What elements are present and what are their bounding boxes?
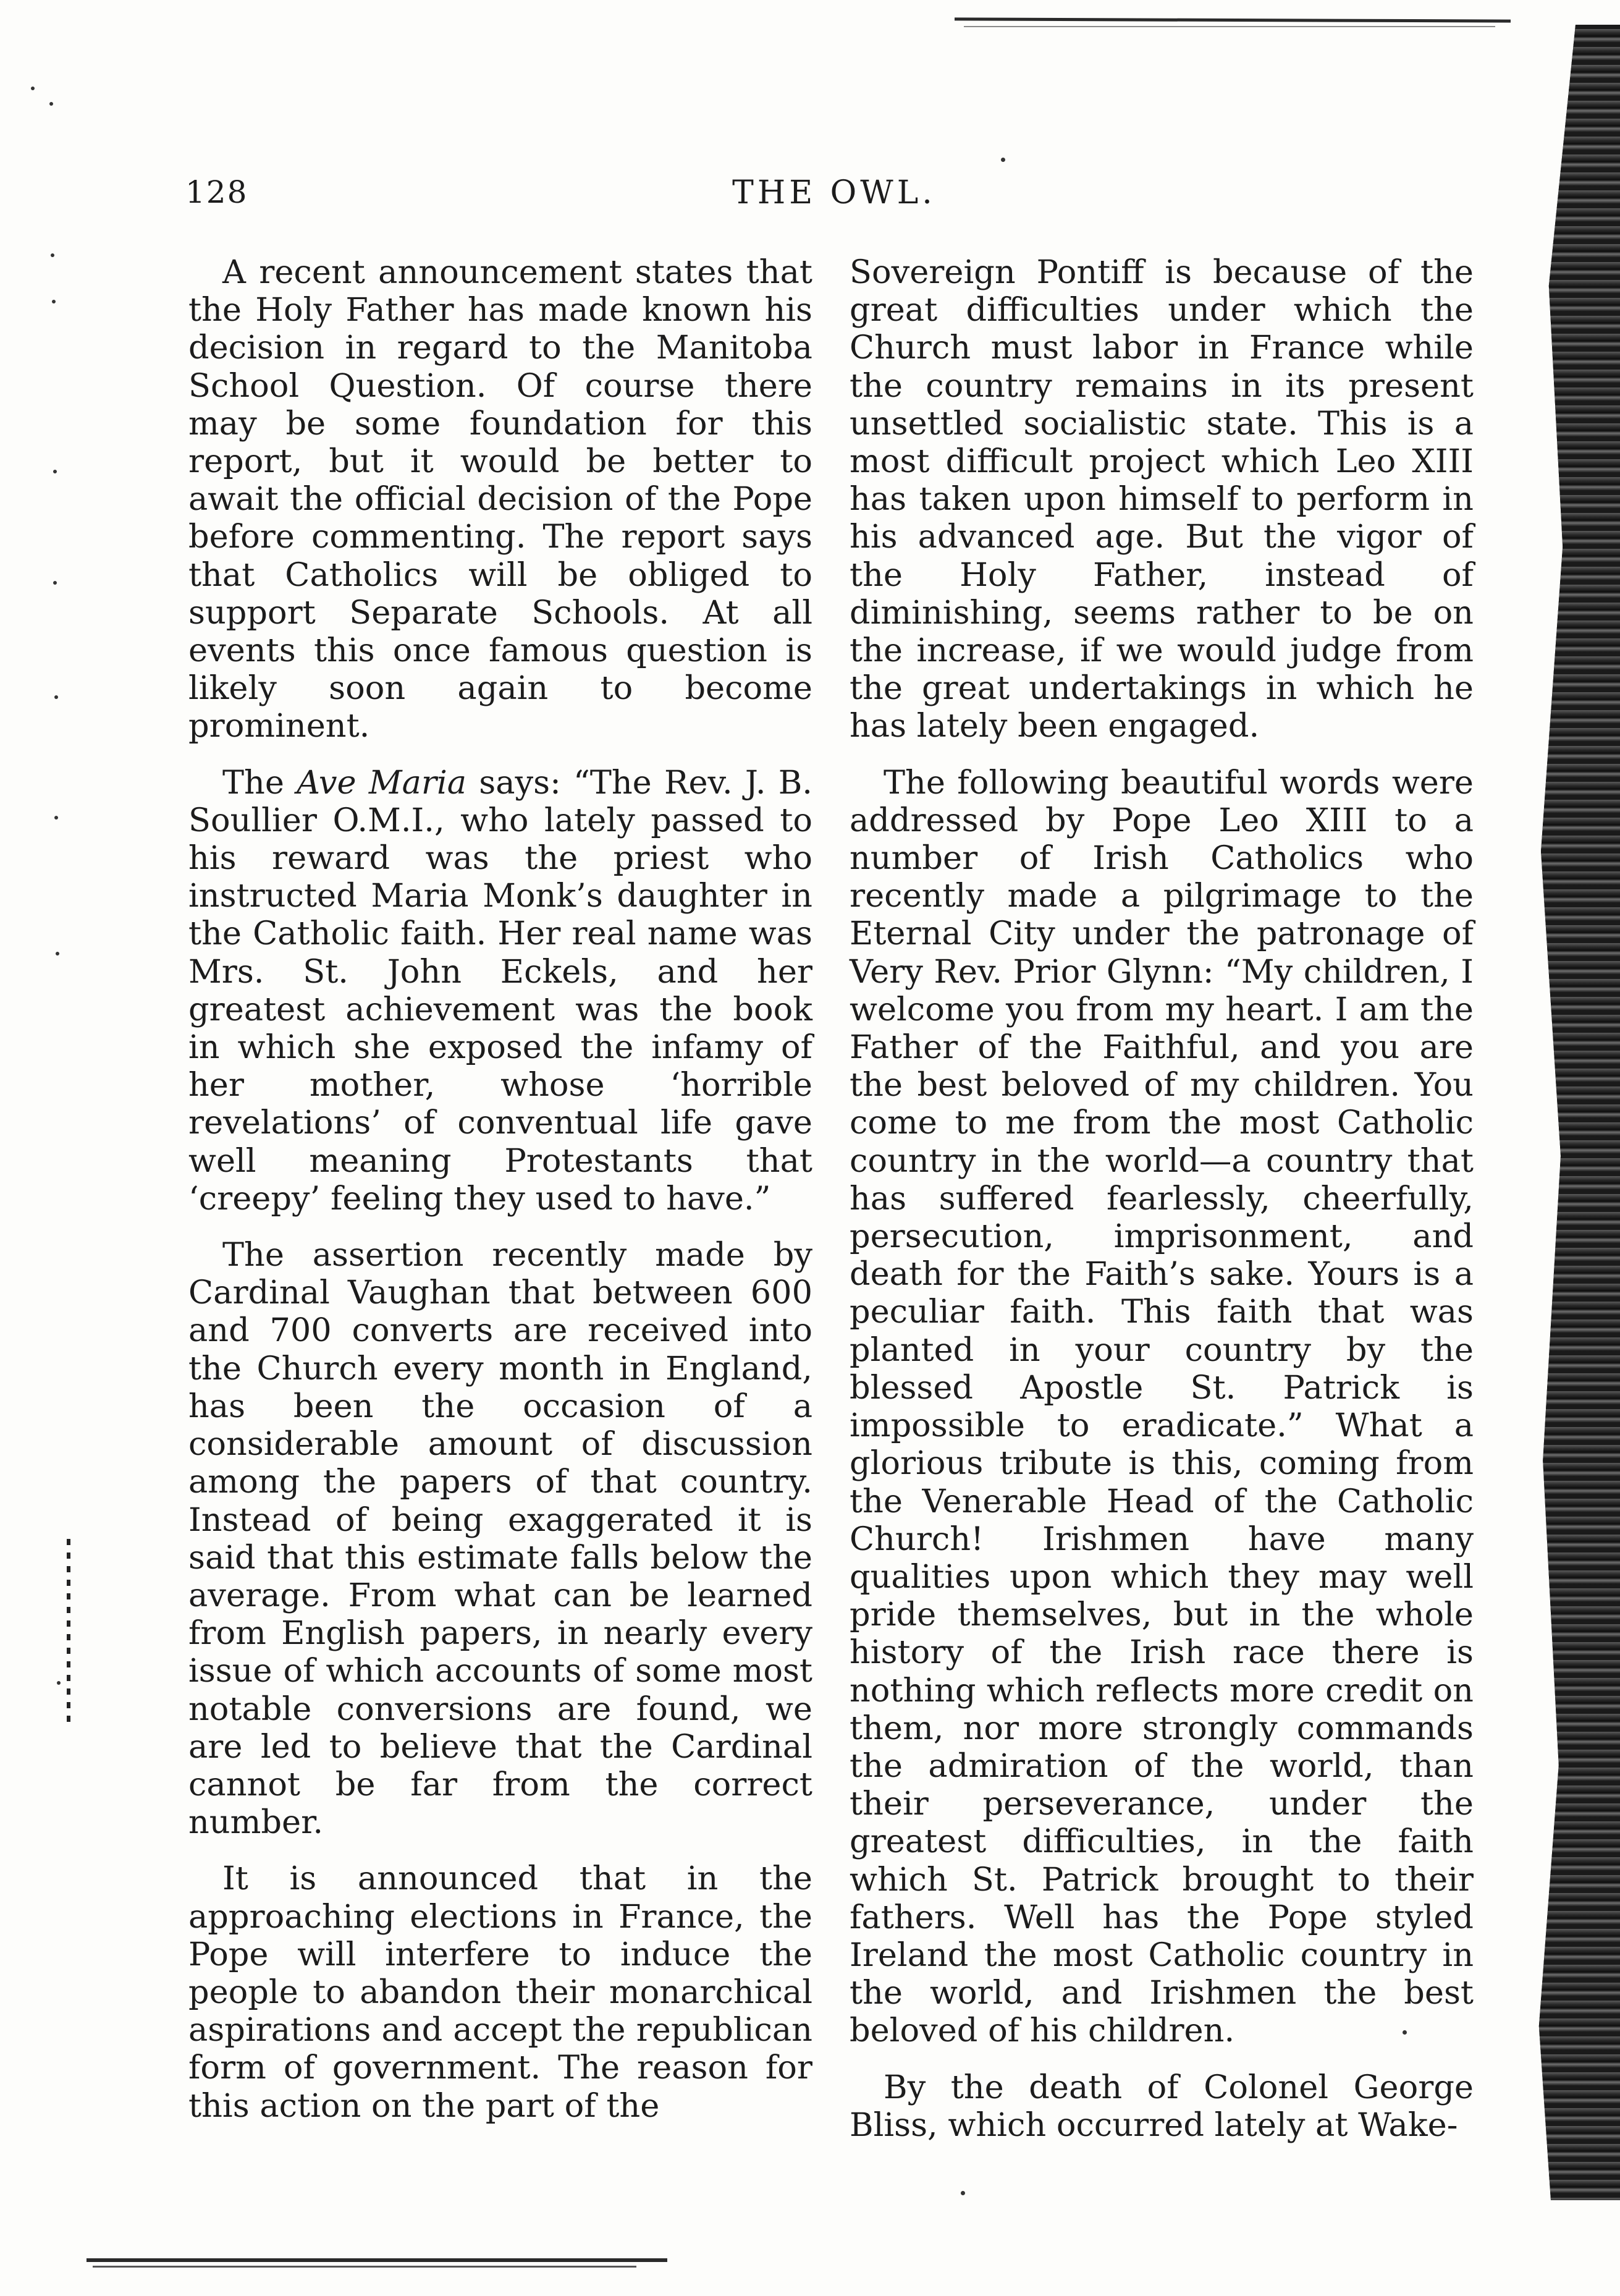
speck <box>53 581 57 585</box>
speck <box>49 102 53 106</box>
paragraph-rest: says: “The Rev. J. B. Soullier O.M.I., who lately passed to his reward was the priest who instructed Maria Monk’s daughter in the Catholic faith. Her real name was Mrs. St. John Eckels, and her greatest achievement was the book in which she exposed the infamy of her mother, whose ‘horrible revelations’ of conventual life gave well meaning Protestants that ‘creepy’ feeling they used to have.” <box>188 763 812 1218</box>
publication-title-ave-maria: Ave Maria <box>297 763 467 802</box>
top-rule-shadow <box>964 26 1495 27</box>
right-column <box>850 253 1474 2163</box>
paragraph-sovereign-pontiff-continued: Sovereign Pontiff is because of the great difficulties under which the Church must labor in France while the country remains in its present unsettled socialistic state. This is a most difficult project which Leo XIII has taken upon himself to perform in his advanced age. But the vigor of the Holy Father, instead of diminishing, seems rather to be on the increase, if we would judge from the great undertakings in which he has lately been engaged. <box>850 253 1474 745</box>
speck <box>54 695 58 699</box>
margin-specks <box>25 74 74 1681</box>
speck <box>54 816 58 820</box>
left-column <box>188 253 812 2143</box>
speck <box>31 87 35 90</box>
paragraph-colonel-george-bliss: By the death of Colonel George Bliss, which occurred lately at Wake- <box>850 2068 1474 2144</box>
speck <box>52 300 56 303</box>
stray-dot <box>1001 158 1005 162</box>
paragraph-pope-leo-address: The following beautiful words were addressed by Pope Leo XIII to a number of Irish Catholics who recently made a pilgrimage to the Eternal City under the patronage of Very Rev. Prior Glynn: “My children, I welcome you from my heart. I am the Father of the Faithful, and you are the best beloved of my children. You come to me from the most Catholic country in the world—a country that has suffered fearlessly, cheerfully, persecution, imprisonment, and death for the Faith’s sake. Yours is a peculiar faith. This faith that was planted in your country by the blessed Apostle St. Patrick is impossible to eradicate.” What a glorious tribute is this, coming from the Venerable Head of the Catholic Church! Irishmen have many qualities upon which they may well pride themselves, but in the whole history of the Irish race there is nothing which reflects more credit on them, nor more strongly commands the admiration of the world, than their perseverance, under the greatest difficulties, in the faith which St. Patrick brought to their fathers. Well has the Pope styled Ireland the most Catholic country in the world, and Irishmen the best beloved of his children. <box>850 763 1474 2050</box>
binding-edge-shadow <box>1521 25 1620 2200</box>
page-number: 128 <box>185 174 248 210</box>
paragraph-cardinal-vaughan: The assertion recently made by Cardinal Vaughan that between 600 and 700 converts are received into the Church every month in England, has been the occasion of a considerable amount of discussion among the papers of that country. Instead of being exaggerated it is said that this estimate falls below the average. From what can be learned from English papers, in nearly every issue of which accounts of some most notable conversions are found, we are led to believe that the Cardinal cannot be far from the correct number. <box>188 1236 812 1842</box>
bottom-rule <box>86 2258 667 2262</box>
speck <box>56 952 59 955</box>
journal-title: THE OWL. <box>732 174 936 211</box>
paragraph-manitoba-school-question: A recent announcement states that the Holy Father has made known his decision in regard to the Manitoba School Question. Of course there may be some foundation for this report, but it would be better to await the official decision of the Pope before commenting. The report says that Catholics will be obliged to support Separate Schools. At all events this once famous question is likely soon again to become prominent. <box>188 253 812 745</box>
speck <box>57 1681 61 1685</box>
top-rule <box>955 17 1511 22</box>
speck <box>53 470 57 473</box>
speck <box>51 253 54 257</box>
paragraph-elections-in-france: It is announced that in the approaching elections in France, the Pope will interfere to induce the people to abandon their monarchical aspirations and accept the republican form of government. The reason for this action on the part of the <box>188 1860 812 2125</box>
paragraph-lead: The <box>222 763 297 802</box>
stray-dot <box>961 2191 965 2195</box>
running-head <box>185 174 1483 224</box>
paragraph-ave-maria <box>188 764 812 1218</box>
margin-mark-strip <box>67 1539 70 1724</box>
bottom-rule-secondary <box>93 2266 636 2268</box>
